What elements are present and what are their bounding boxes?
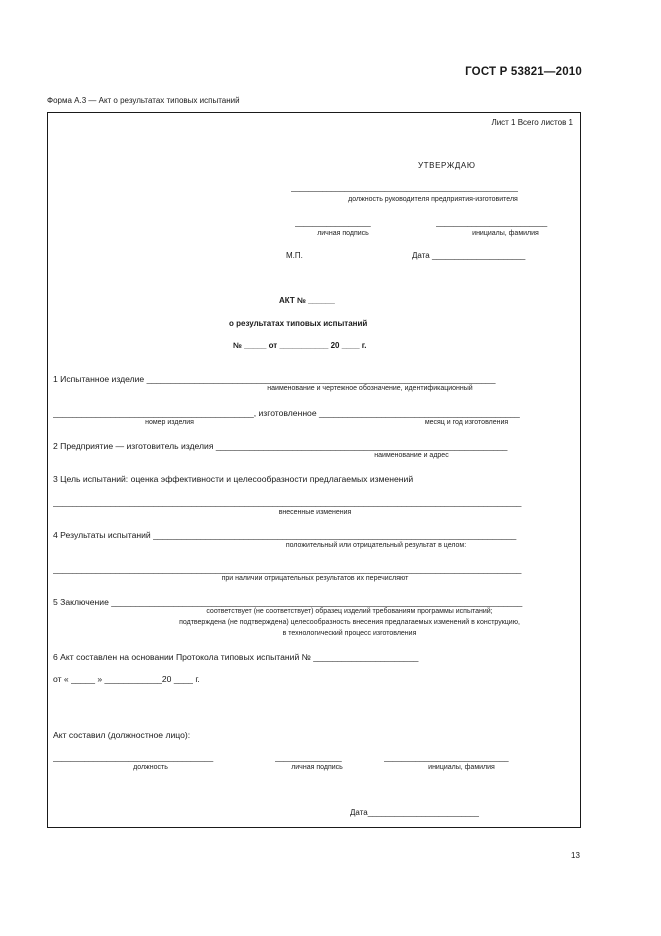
composer-label: Акт составил (должностное лицо): [53,730,191,740]
approver-signature-label: личная подпись [317,230,369,237]
approver-name-label: инициалы, фамилия [472,230,539,237]
act-number: АКТ № ______ [279,296,335,305]
item-1-sub-right: месяц и год изготовления [424,419,509,426]
item-6-date: от « _____ » ____________20 ____ г. [53,674,200,684]
approver-position-label: должность руководителя предприятия-изготовителя [348,196,518,203]
composer-position-label: должность [133,764,168,771]
act-subject: о результатах типовых испытаний [229,319,368,328]
item-3-sub: внесенные изменения [278,509,352,516]
item-6-text: 6 Акт составлен на основании Протокола типовых испытаний № ______________________ [53,652,419,662]
composer-name-line: ____________________________ [384,753,509,762]
item-4-sub: положительный или отрицательный результат в целом: [285,542,467,549]
act-number-date: № _____ от ___________ 20 ____ г. [233,341,367,350]
item-5-sub-1: соответствует (не соответствует) образец изделий требованиям программы испытаний; [206,608,493,615]
item-1-text: 1 Испытанное изделие _________________________________________________________________________ [53,374,496,384]
sheet-info: Лист 1 Всего листов 1 [491,118,573,127]
item-2-text: 2 Предприятие — изготовитель изделия _____________________________________________________________ [53,441,508,451]
composer-position-line: ____________________________________ [53,753,214,762]
item-3-text: 3 Цель испытаний: оценка эффективности и целесообразности предлагаемых изменений [53,474,414,484]
item-3-line: __________________________________________________________________________________________________ [53,497,522,507]
composer-date: Дата_________________________ [350,808,479,817]
item-4-sub2: при наличии отрицательных результатов их перечисляют [221,575,409,582]
approver-name-line: _________________________ [436,218,548,227]
item-5-sub-3: в технологический процесс изготовления [282,630,417,637]
item-4-text: 4 Результаты испытаний ____________________________________________________________________________ [53,530,517,540]
approve-title: УТВЕРЖДАЮ [418,161,476,170]
approve-date: Дата _____________________ [412,251,526,260]
composer-signature-line: _______________ [275,753,342,762]
composer-signature-label: личная подпись [291,764,343,771]
item-5-text: 5 Заключение ______________________________________________________________________________________ [53,597,523,607]
page-number: 13 [571,851,580,860]
item-5-sub-2: подтверждена (не подтверждена) целесообразность внесения предлагаемых изменений в конструкцию, [179,619,520,626]
approver-signature-line: _________________ [295,218,371,227]
item-4-line: __________________________________________________________________________________________________ [53,564,522,574]
approver-position-line: ___________________________________________________ [291,183,518,192]
form-caption: Форма А.3 — Акт о результатах типовых испытаний [47,96,240,105]
item-2-sub: наименование и адрес [374,452,449,459]
item-1-sub: наименование и чертежное обозначение, идентификационный [267,385,473,392]
item-1-sub-left: номер изделия [145,419,194,426]
item-1-line2: __________________________________________, изготовленное __________________________________________ [53,408,520,418]
stamp-place: М.П. [286,251,303,260]
standard-number: ГОСТ Р 53821—2010 [465,66,582,78]
composer-name-label: инициалы, фамилия [428,764,495,771]
